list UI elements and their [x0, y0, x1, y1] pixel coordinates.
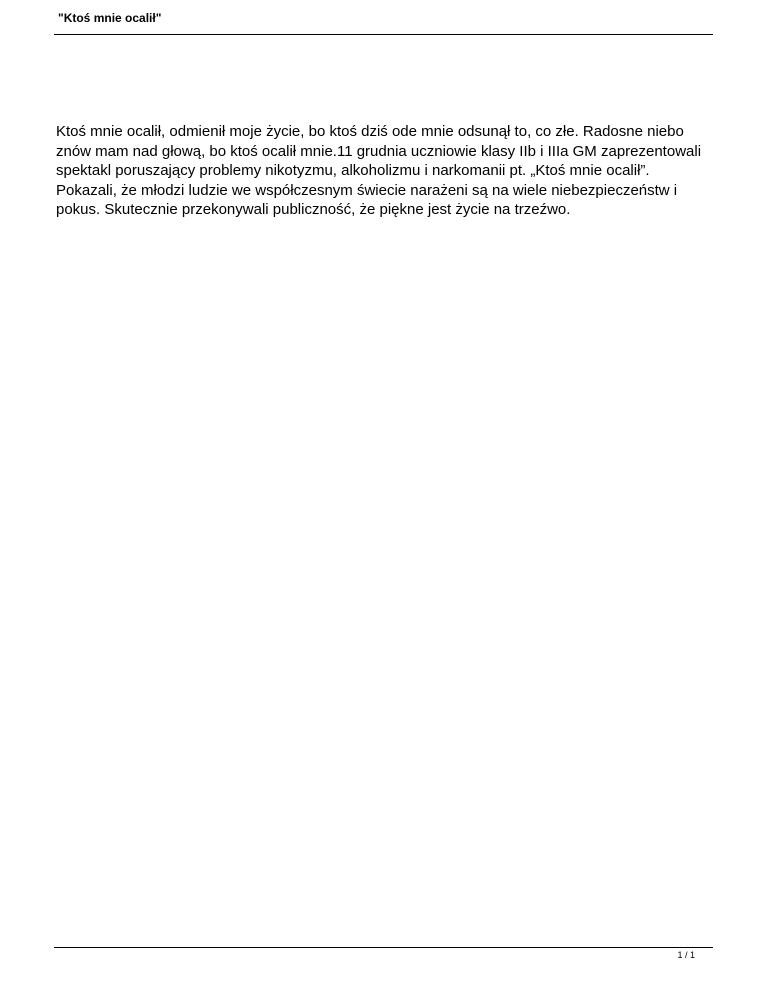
page-header-title: "Ktoś mnie ocalił" — [58, 11, 162, 25]
footer-divider — [54, 947, 713, 948]
page-number: 1 / 1 — [677, 950, 695, 960]
header-divider — [54, 34, 713, 35]
article-paragraph: Ktoś mnie ocalił, odmienił moje życie, bo ktoś dziś ode mnie odsunął to, co złe. Radosne niebo znów mam nad głową, bo ktoś ocalił mnie.11 grudnia uczniowie klasy IIb i IIIa GM zaprezentowali spektakl poruszający problemy nikotyzmu, alkoholizmu i narkomanii pt. „Ktoś mnie ocalił”. Pokazali, że młodzi ludzie we współczesnym świecie narażeni są na wiele niebezpieczeństw i pokus. Skutecznie przekonywali publiczność, że piękne jest życie na trzeźwo. — [56, 123, 702, 218]
